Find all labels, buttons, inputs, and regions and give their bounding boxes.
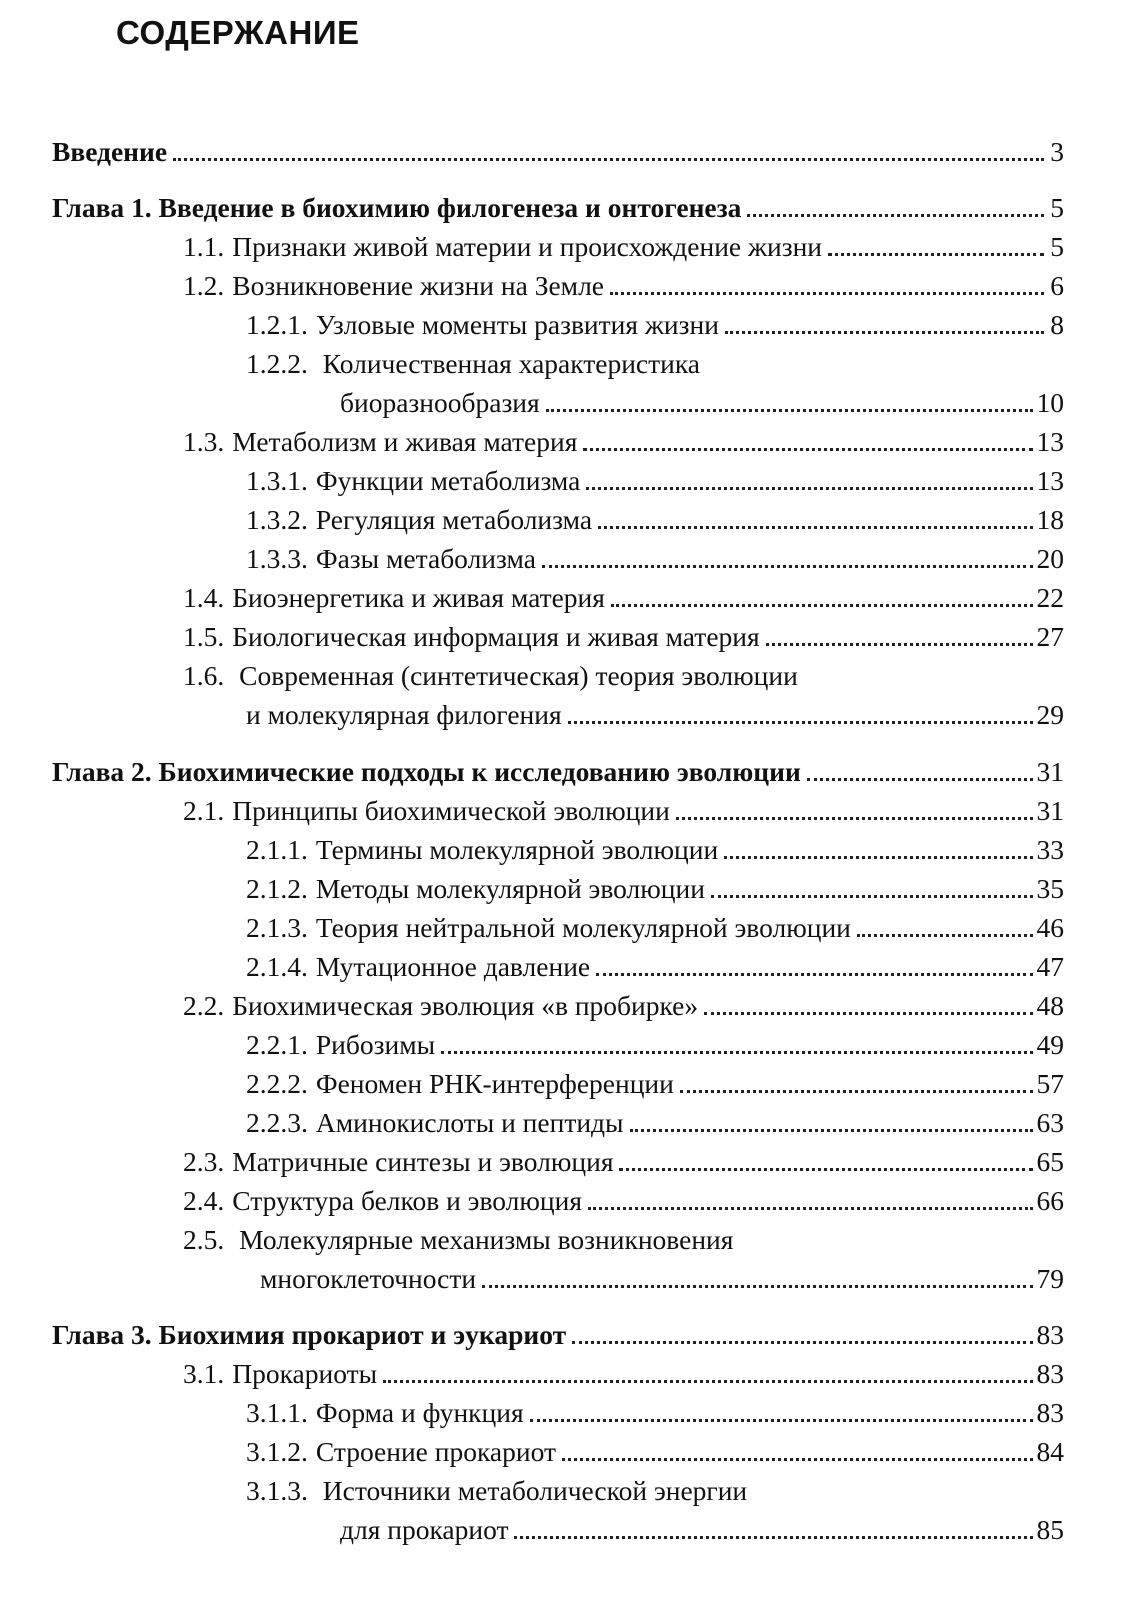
toc-leader: [572, 1341, 1032, 1344]
toc-entry-number: 1.3.3.: [246, 543, 308, 574]
toc-entry[interactable]: [340, 1511, 1064, 1549]
toc-entry-title: Глава 2. Биохимические подходы к исследованию эволюции: [52, 756, 801, 787]
toc-entry[interactable]: [183, 228, 1064, 266]
toc-leader: [610, 292, 1044, 295]
toc-entry[interactable]: [183, 792, 1064, 830]
toc-entry-title: Возникновение жизни на Земле: [232, 270, 605, 301]
toc-entry-number: 2.5.: [183, 1224, 225, 1255]
toc-entry-page: 83: [1036, 1397, 1064, 1428]
toc-entry-page: 20: [1036, 543, 1064, 574]
toc-entry-page: 5: [1050, 231, 1064, 262]
toc-entry[interactable]: [183, 1143, 1064, 1181]
toc-entry[interactable]: [183, 267, 1064, 305]
toc-entry-page: 6: [1050, 270, 1064, 301]
toc-entry-page: 83: [1036, 1319, 1064, 1350]
toc-entry-page: 27: [1036, 621, 1064, 652]
toc-leader: [724, 856, 1032, 859]
toc-entry-number: 3.1.3.: [246, 1475, 308, 1506]
toc-entry-title-line1: Источники метаболической энергии: [322, 1475, 748, 1506]
page-title: СОДЕРЖАНИЕ: [116, 14, 360, 51]
toc-leader: [514, 1536, 1032, 1539]
toc-leader: [676, 817, 1033, 820]
toc-entry-first-line[interactable]: [246, 1472, 747, 1510]
toc-entry[interactable]: [183, 618, 1064, 656]
toc-entry-number: 2.1.4.: [246, 951, 308, 982]
toc-entry-number: 1.2.2.: [246, 348, 308, 379]
toc-entry-title: Метаболизм и живая материя: [232, 426, 578, 457]
toc-leader: [596, 973, 1032, 976]
toc-entry-title: Мутационное давление: [315, 951, 591, 982]
toc-entry-number: 1.6.: [183, 660, 225, 691]
toc-entry-page: 31: [1036, 756, 1064, 787]
toc-entry-page: 29: [1036, 699, 1064, 730]
toc-leader: [611, 604, 1033, 607]
toc-entry-page: 85: [1036, 1514, 1064, 1545]
toc-entry[interactable]: [246, 1026, 1064, 1064]
toc-entry-page: 79: [1036, 1263, 1064, 1294]
toc-entry[interactable]: [183, 1355, 1064, 1393]
toc-entry[interactable]: [246, 1104, 1064, 1142]
toc-entry-title: Матричные синтезы и эволюция: [232, 1146, 614, 1177]
toc-entry[interactable]: [260, 1260, 1064, 1298]
toc-entry-title: Рибозимы: [315, 1029, 436, 1060]
toc-entry-page: 31: [1036, 795, 1064, 826]
toc-entry-number: 1.1.: [183, 231, 225, 262]
toc-entry-number: 1.3.2.: [246, 504, 308, 535]
toc-leader: [857, 934, 1033, 937]
toc-entry-number: 1.3.: [183, 426, 225, 457]
toc-entry-page: 33: [1036, 834, 1064, 865]
toc-entry-first-line[interactable]: [183, 1221, 733, 1259]
toc-entry-title: Прокариоты: [232, 1358, 378, 1389]
toc-entry-page: 35: [1036, 873, 1064, 904]
toc-entry-number: 3.1.1.: [246, 1397, 308, 1428]
toc-entry[interactable]: [246, 909, 1064, 947]
toc-entry-title: Аминокислоты и пептиды: [315, 1107, 624, 1138]
toc-entry-title: Признаки живой материи и происхождение жизни: [232, 231, 823, 262]
toc-entry-number: 2.1.1.: [246, 834, 308, 865]
toc-entry-page: 18: [1036, 504, 1064, 535]
toc-entry-number: 1.2.: [183, 270, 225, 301]
toc-entry-title: Функции метаболизма: [315, 465, 581, 496]
toc-leader: [680, 1090, 1033, 1093]
toc-leader: [619, 1168, 1032, 1171]
toc-entry-number: 3.1.2.: [246, 1436, 308, 1467]
toc-leader: [383, 1380, 1032, 1383]
toc-entry-number: 2.2.: [183, 990, 225, 1021]
toc-entry[interactable]: [183, 1182, 1064, 1220]
toc-entry-title: Теория нейтральной молекулярной эволюции: [315, 912, 851, 943]
toc-entry-page: 22: [1036, 582, 1064, 613]
toc-entry-title: для прокариот: [340, 1514, 509, 1545]
toc-entry-number: 3.1.: [183, 1358, 225, 1389]
toc-entry[interactable]: [246, 831, 1064, 869]
toc-leader: [562, 1458, 1032, 1461]
toc-entry-page: 49: [1036, 1029, 1064, 1060]
toc-entry-title: Биологическая информация и живая материя: [232, 621, 760, 652]
toc-entry-number: 2.2.2.: [246, 1068, 308, 1099]
toc-entry-number: 2.1.2.: [246, 873, 308, 904]
toc-entry-number: 2.1.3.: [246, 912, 308, 943]
toc-leader: [583, 448, 1032, 451]
toc-entry-number: 1.5.: [183, 621, 225, 652]
toc-leader: [568, 721, 1033, 724]
toc-entry-number: 1.4.: [183, 582, 225, 613]
toc-leader: [530, 1419, 1033, 1422]
toc-entry-page: 66: [1036, 1185, 1064, 1216]
toc-leader: [766, 643, 1033, 646]
toc-entry[interactable]: [183, 987, 1064, 1025]
toc-entry-title: Принципы биохимической эволюции: [232, 795, 670, 826]
toc-entry-number: 2.3.: [183, 1146, 225, 1177]
toc-entry-page: 57: [1036, 1068, 1064, 1099]
toc-leader: [807, 778, 1033, 781]
toc-entry-page: 65: [1036, 1146, 1064, 1177]
toc-entry[interactable]: [246, 1394, 1064, 1432]
toc-entry-number: 2.1.: [183, 795, 225, 826]
toc-entry-page: 84: [1036, 1436, 1064, 1467]
toc-entry-page: 3: [1050, 136, 1064, 167]
toc-entry[interactable]: [52, 1316, 1064, 1354]
toc-entry-title: Структура белков и эволюция: [232, 1185, 583, 1216]
toc-entry-number: 1.2.1.: [246, 309, 308, 340]
toc-entry-number: 2.2.3.: [246, 1107, 308, 1138]
toc-entry-page: 47: [1036, 951, 1064, 982]
toc-leader: [630, 1129, 1033, 1132]
toc-entry-title: Глава 1. Введение в биохимию филогенеза и онтогенеза: [52, 192, 742, 223]
toc-entry-page: 13: [1036, 426, 1064, 457]
toc-leader: [441, 1051, 1032, 1054]
toc-entry-page: 63: [1036, 1107, 1064, 1138]
toc-entry-number: 2.2.1.: [246, 1029, 308, 1060]
toc-entry-page: 46: [1036, 912, 1064, 943]
toc-entry-title-line1: Количественная характеристика: [322, 348, 701, 379]
toc-leader: [546, 409, 1033, 412]
toc-entry[interactable]: [183, 423, 1064, 461]
toc-entry-title: Биоэнергетика и живая материя: [232, 582, 605, 613]
toc-entry-page: 48: [1036, 990, 1064, 1021]
toc-entry-title: Регуляция метаболизма: [315, 504, 593, 535]
toc-leader: [711, 895, 1033, 898]
toc-entry-title: Узловые моменты развития жизни: [315, 309, 719, 340]
toc-entry-page: 10: [1036, 387, 1064, 418]
toc-entry-page: 8: [1050, 309, 1064, 340]
toc-leader: [173, 158, 1044, 161]
toc-entry[interactable]: [246, 696, 1064, 734]
toc-entry-page: 83: [1036, 1358, 1064, 1389]
toc-entry-title: Форма и функция: [315, 1397, 524, 1428]
toc-entry-title: Феномен РНК-интерференции: [315, 1068, 674, 1099]
toc-entry-page: 5: [1050, 192, 1064, 223]
toc-entry[interactable]: [246, 1433, 1064, 1471]
toc-entry-title-line1: Молекулярные механизмы возникновения: [239, 1224, 734, 1255]
toc-entry-title: Строение прокариот: [315, 1436, 557, 1467]
toc-leader: [586, 487, 1032, 490]
toc-entry-title: Методы молекулярной эволюции: [315, 873, 705, 904]
toc-leader: [725, 331, 1044, 334]
toc-entry[interactable]: [183, 579, 1064, 617]
toc-leader: [704, 1012, 1032, 1015]
toc-entry[interactable]: [246, 501, 1064, 539]
toc-entry[interactable]: [52, 189, 1064, 227]
toc-leader: [588, 1207, 1032, 1210]
toc-entry[interactable]: [246, 1065, 1064, 1103]
toc-entry-title: Термины молекулярной эволюции: [315, 834, 719, 865]
toc-entry[interactable]: [246, 540, 1064, 578]
toc-entry[interactable]: [246, 870, 1064, 908]
toc-entry-title-line1: Современная (синтетическая) теория эволюции: [239, 660, 798, 691]
toc-entry-title: биоразнообразия: [340, 387, 540, 418]
toc-entry-title: многоклеточности: [260, 1263, 477, 1294]
toc-leader: [542, 565, 1033, 568]
toc-entry[interactable]: [246, 306, 1064, 344]
toc-leader: [747, 214, 1044, 217]
toc-entry[interactable]: [340, 384, 1064, 422]
toc-entry-first-line[interactable]: [246, 345, 700, 383]
toc-entry-number: 1.3.1.: [246, 465, 308, 496]
toc-entry[interactable]: [52, 753, 1064, 791]
toc-entry[interactable]: [246, 948, 1064, 986]
toc-entry-title: Глава 3. Биохимия прокариот и эукариот: [52, 1319, 567, 1350]
toc-entry[interactable]: [52, 133, 1064, 171]
toc-entry-title: и молекулярная филогения: [246, 699, 562, 730]
toc-entry-first-line[interactable]: [183, 657, 798, 695]
toc-entry-number: 2.4.: [183, 1185, 225, 1216]
toc-entry[interactable]: [246, 462, 1064, 500]
toc-leader: [598, 526, 1032, 529]
toc-entry-title: Фазы метаболизма: [315, 543, 536, 574]
toc-leader: [482, 1285, 1032, 1288]
toc-entry-title: Биохимическая эволюция «в пробирке»: [232, 990, 699, 1021]
toc-entry-page: 13: [1036, 465, 1064, 496]
toc-entry-title: Введение: [52, 136, 168, 167]
toc-leader: [828, 253, 1044, 256]
